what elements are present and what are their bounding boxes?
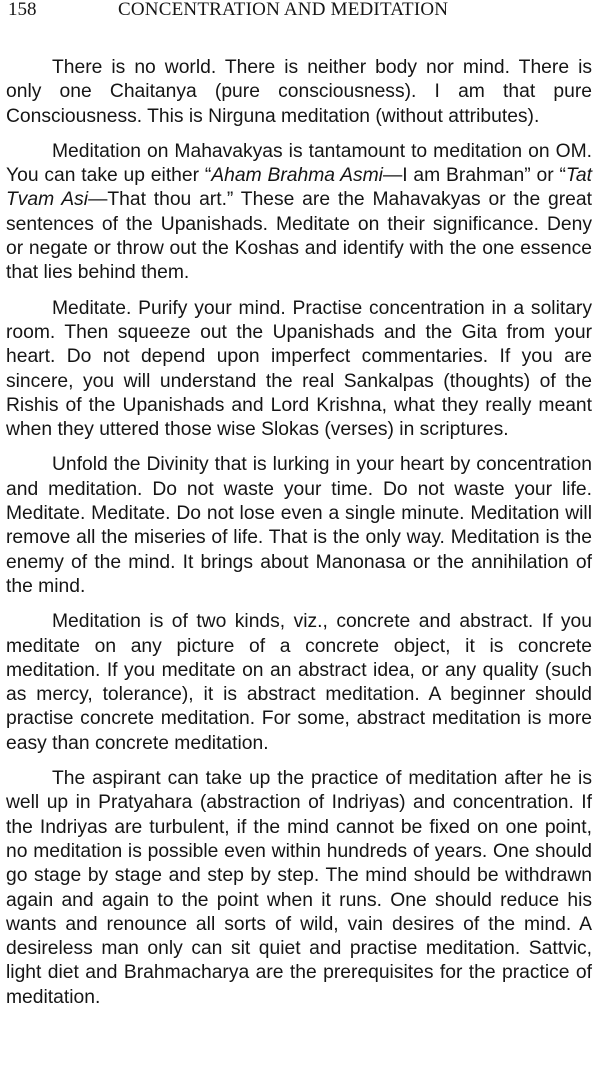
paragraph-meditate-purify: Meditate. Purify your mind. Practise concentration in a solitary room. Then squeeze out the Upanishads and the Gita from your heart. Do not depend upon imperfect commentaries. If you are sincere, you will understand the real Sankalpas (thoughts) of the Rishis of the Upanishads and Lord Krishna, what they really meant when they uttered those wise Slokas (verses) in scriptures. bbox=[6, 297, 592, 441]
page-header bbox=[8, 0, 592, 30]
page-number: 158 bbox=[8, 0, 37, 20]
running-head: CONCENTRATION AND MEDITATION bbox=[118, 0, 449, 20]
paragraph-text-segment: Meditation on Mahavakyas is tantamount to meditation on OM. You can take up either “ bbox=[6, 140, 592, 187]
paragraph-mahavakyas bbox=[6, 140, 592, 286]
paragraph-text-segment: —I am Brahman” or “ bbox=[382, 165, 566, 187]
page-body bbox=[6, 56, 592, 1010]
italic-phrase-tat-tvam-asi: Tat Tvam Asi bbox=[6, 165, 593, 211]
paragraph-text-segment: —That thou art.” These are the Mahavakyas or the great sentences of the Upanishads. Meditate on their significance. Deny or negate or throw out the Koshas and identify with the one essence that lies behind them. bbox=[6, 189, 592, 284]
italic-phrase-aham-brahma-asmi: Aham Brahma Asmi bbox=[211, 165, 383, 187]
paragraph-two-kinds: Meditation is of two kinds, viz., concrete and abstract. If you meditate on any picture of a concrete object, it is concrete meditation. If you meditate on an abstract idea, or any quality (such as mercy, tolerance), it is abstract meditation. A beginner should practise concrete meditation. For some, abstract meditation is more easy than concrete meditation. bbox=[6, 611, 592, 754]
paragraph-aspirant: The aspirant can take up the practice of meditation after he is well up in Pratyahara (abstraction of Indriyas) and concentration. If the Indriyas are turbulent, if the mind cannot be fixed on one point, no meditation is possible even within hundreds of years. One should go stage by stage and step by step. The mind should be withdrawn again and again to the point when it runs. One should reduce his wants and renounce all sorts of wild, vain desires of the mind. A desireless man only can sit quiet and practise meditation. Sattvic, light diet and Brahmacharya are the prerequisites for the practice of meditation. bbox=[6, 768, 592, 1008]
paragraph-unfold-divinity: Unfold the Divinity that is lurking in your heart by concentration and meditation. Do not waste your time. Do not waste your life. Meditate. Meditate. Do not lose even a single minute. Meditation will remove all the miseries of life. That is the only way. Meditation is the enemy of the mind. It brings about Manonasa or the annihilation of the mind. bbox=[6, 454, 592, 597]
paragraph-nirguna: There is no world. There is neither body nor mind. There is only one Chaitanya (pure consciousness). I am that pure Consciousness. This is Nirguna meditation (without attributes). bbox=[6, 57, 592, 127]
